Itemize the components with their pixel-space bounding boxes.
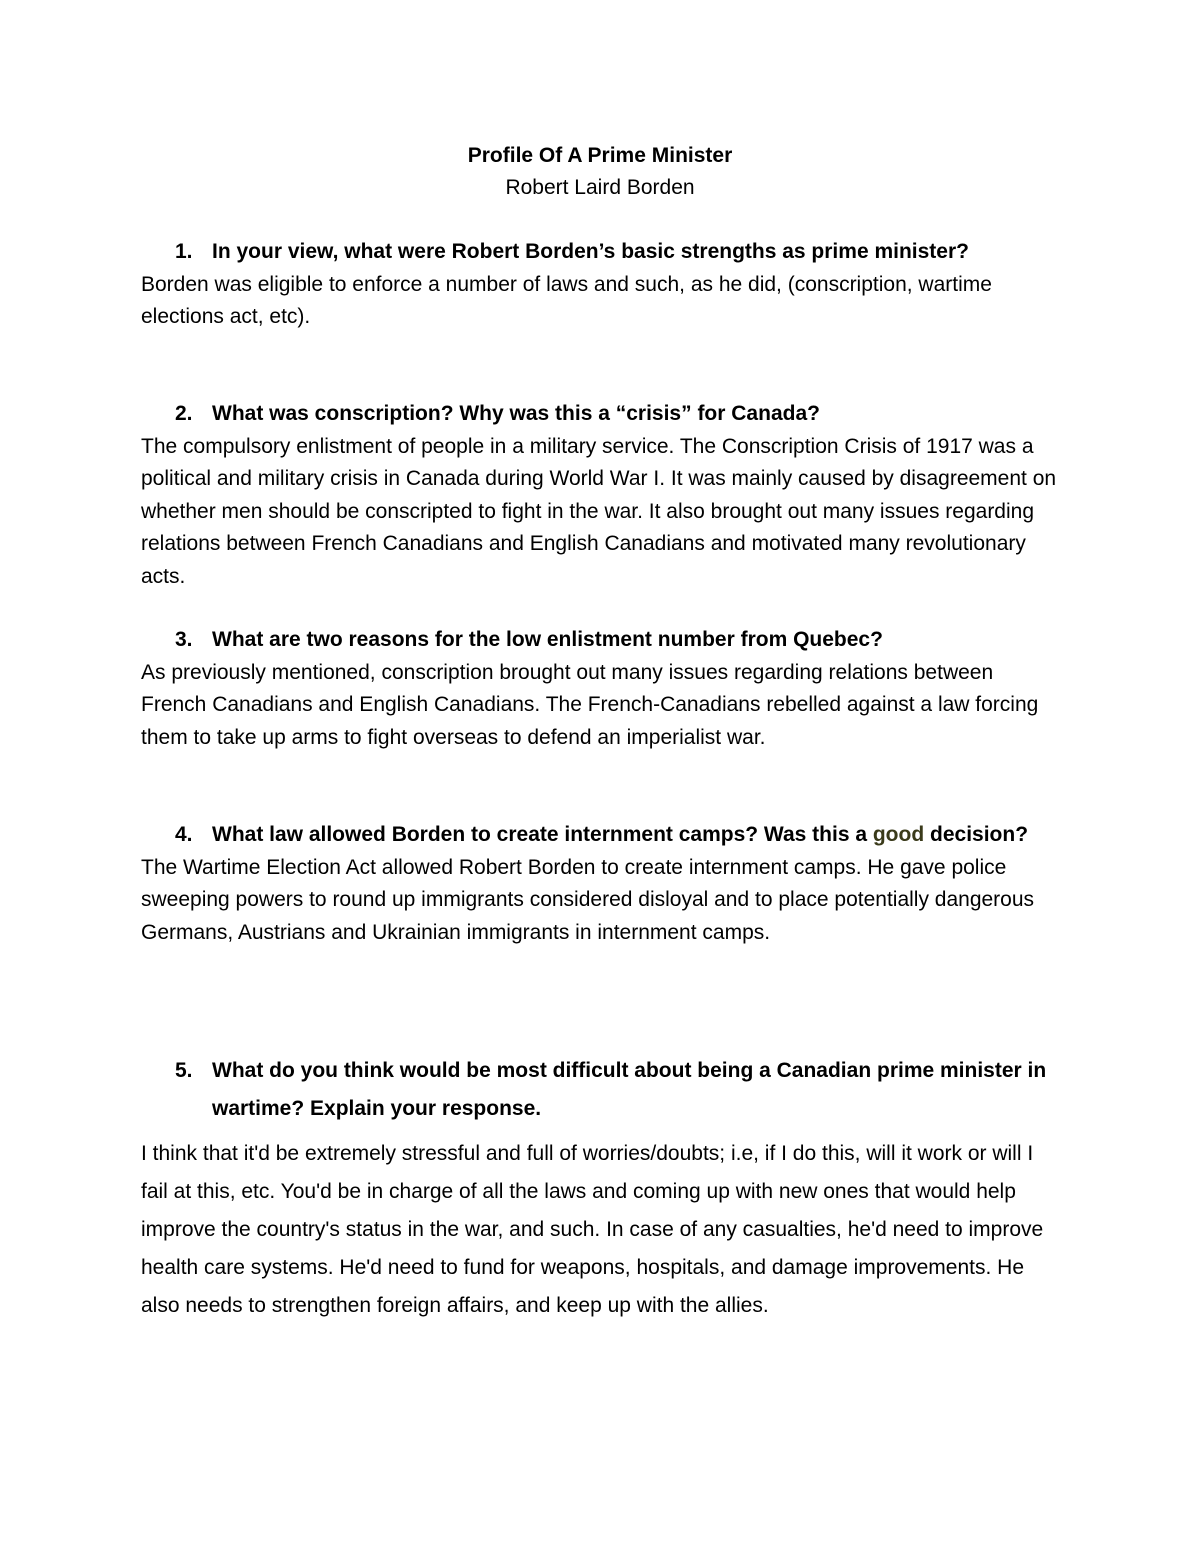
answer-text-4: The Wartime Election Act allowed Robert Borden to create internment camps. He gave police sweeping powers to round up immigrants considered disloyal and to place potentially dangerous Germans, Austrians and Ukrainian immigrants in internment camps.: [141, 855, 1035, 944]
question-text-4-highlight: good: [872, 823, 925, 846]
question-heading-3: [141, 624, 1061, 657]
question-text-5: What do you think would be most difficult about being a Canadian prime minister in wartime? Explain your response.: [212, 1059, 1047, 1120]
question-heading-1: [141, 236, 1061, 269]
answer-text-5: I think that it'd be extremely stressful and full of worries/doubts; i.e, if I do this, will it work or will I fail at this, etc. You'd be in charge of all the laws and coming up with new ones that would help improve the country's status in the war, and such. In case of any casualties, he'd need to improve health care systems. He'd need to fund for weapons, hospitals, and damage improvements. He also needs to strengthen foreign affairs, and keep up with the allies.: [141, 1142, 1044, 1317]
question-section-5: [141, 1052, 1061, 1325]
question-text-2: What was conscription? Why was this a “crisis” for Canada?: [212, 402, 820, 425]
question-section-4: [141, 819, 1061, 949]
question-text-4-part1: What law allowed Borden to create internment camps? Was this a: [212, 823, 873, 846]
question-number-5: 5.: [175, 1059, 193, 1082]
question-number-4: 4.: [175, 823, 193, 846]
document-subtitle: Robert Laird Borden: [505, 176, 695, 199]
answer-text-2: The compulsory enlistment of people in a military service. The Conscription Crisis of 1917 was a political and military crisis in Canada during World War I. It was mainly caused by disagreement on whether men should be conscripted to fight in the war. It also brought out many issues regarding relations between French Canadians and English Canadians and motivated many revolutionary acts.: [141, 434, 1057, 588]
question-text-1: In your view, what were Robert Borden’s basic strengths as prime minister?: [212, 240, 969, 263]
question-text-3: What are two reasons for the low enlistment number from Quebec?: [212, 628, 883, 651]
question-section-2: [141, 398, 1061, 593]
answer-text-1: Borden was eligible to enforce a number of laws and such, as he did, (conscription, wartime elections act, etc).: [141, 272, 992, 328]
question-text-4-part2: decision?: [924, 823, 1029, 846]
question-section-1: [141, 236, 1061, 334]
document-title: Profile Of A Prime Minister: [467, 144, 733, 167]
question-heading-2: [141, 398, 1061, 431]
question-number-3: 3.: [175, 628, 193, 651]
question-number-1: 1.: [175, 240, 193, 263]
answer-text-3: As previously mentioned, conscription brought out many issues regarding relations between French Canadians and English Canadians. The French-Canadians rebelled against a law forcing them to take up arms to fight overseas to defend an imperialist war.: [141, 660, 1039, 749]
question-number-2: 2.: [175, 402, 193, 425]
question-section-3: [141, 624, 1061, 754]
question-heading-5: [141, 1052, 1061, 1128]
question-heading-4: [141, 819, 1061, 852]
